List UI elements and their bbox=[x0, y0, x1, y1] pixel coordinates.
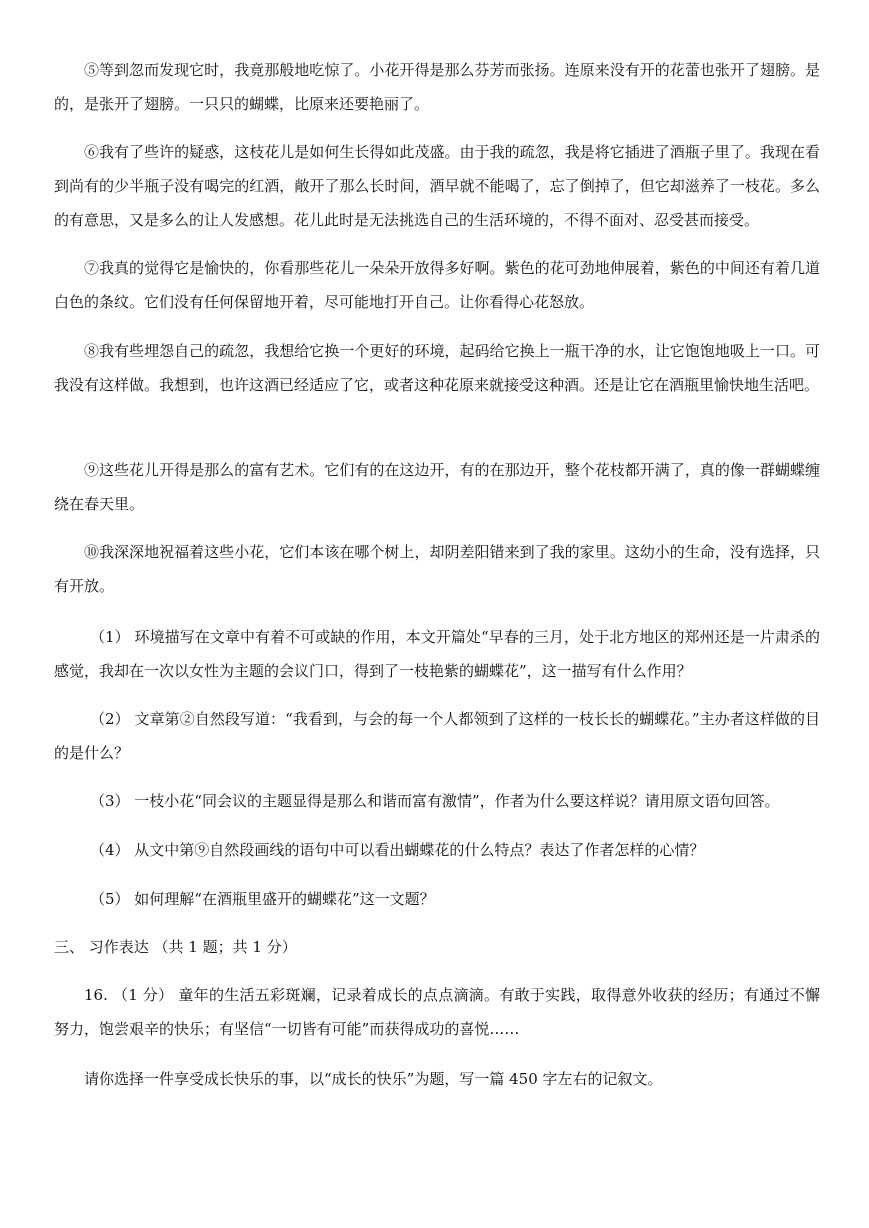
question-1: （1） 环境描写在文章中有着不可或缺的作用，本文开篇处“早春的三月，处于北方地区的郑州还是一片肃杀的感觉，我却在一次以女性为主题的会议门口，得到了一枝艳紫的蝴蝶花”，这一描写有什么作用？ bbox=[54, 628, 820, 680]
writing-task-instruction: 请你选择一件享受成长快乐的事，以“成长的快乐”为题，写一篇 450 字左右的记叙文。 bbox=[84, 1070, 663, 1088]
question-3: （3） 一枝小花“同会议的主题显得是那么和谐而富有激情”，作者为什么要这样说？请用原文语句回答。 bbox=[90, 792, 780, 810]
paragraph-10: ⑩我深深地祝福着这些小花，它们本该在哪个树上，却阴差阳错来到了我的家里。这幼小的生命，没有选择，只有开放。 bbox=[54, 543, 820, 595]
paragraph-5: ⑤等到忽而发现它时，我竟那般地吃惊了。小花开得是那么芬芳而张扬。连原来没有开的花蕾也张开了翅膀。是的，是张开了翅膀。一只只的蝴蝶，比原来还要艳丽了。 bbox=[54, 61, 820, 113]
paragraph-8: ⑧我有些埋怨自己的疏忽，我想给它换一个更好的环境，起码给它换上一瓶干净的水，让它饱饱地吸上一口。可我没有这样做。我想到，也许这酒已经适应了它，或者这种花原来就接受这种酒。还是让它在酒瓶里愉快地生活吧。 bbox=[54, 342, 820, 394]
question-2: （2） 文章第②自然段写道：“我看到，与会的每一个人都领到了这样的一枝长长的蝴蝶花。”主办者这样做的目的是什么？ bbox=[54, 710, 820, 762]
question-5: （5） 如何理解“在酒瓶里盛开的蝴蝶花”这一文题？ bbox=[90, 890, 435, 908]
question-4: （4） 从文中第⑨自然段画线的语句中可以看出蝴蝶花的什么特点？表达了作者怎样的心情？ bbox=[90, 841, 705, 859]
paragraph-9: ⑨这些花儿开得是那么的富有艺术。它们有的在这边开，有的在那边开，整个花枝都开满了，真的像一群蝴蝶缠绕在春天里。 bbox=[54, 461, 820, 513]
section-title: 三、 习作表达 （共 1 题；共 1 分） bbox=[54, 938, 297, 956]
writing-task-prompt: 16. （1 分） 童年的生活五彩斑斓，记录着成长的点点滴滴。有敢于实践，取得意外收获的经历；有通过不懈努力，饱尝艰辛的快乐；有坚信“一切皆有可能”而获得成功的喜悦…… bbox=[54, 986, 820, 1038]
paragraph-7: ⑦我真的觉得它是愉快的，你看那些花儿一朵朵开放得多好啊。紫色的花可劲地伸展着，紫色的中间还有着几道白色的条纹。它们没有任何保留地开着，尽可能地打开自己。让你看得心花怒放。 bbox=[54, 259, 820, 311]
paragraph-6: ⑥我有了些许的疑惑，这枝花儿是如何生长得如此茂盛。由于我的疏忽，我是将它插进了酒瓶子里了。我现在看到尚有的少半瓶子没有喝完的红酒，敞开了那么长时间，酒早就不能喝了，忘了倒掉了，但它却滋养了一枝花。多么的有意思，又是多么的让人发感想。花儿此时是无法挑选自己的生活环境的，不得不面对、忍受甚而接受。 bbox=[54, 143, 820, 229]
